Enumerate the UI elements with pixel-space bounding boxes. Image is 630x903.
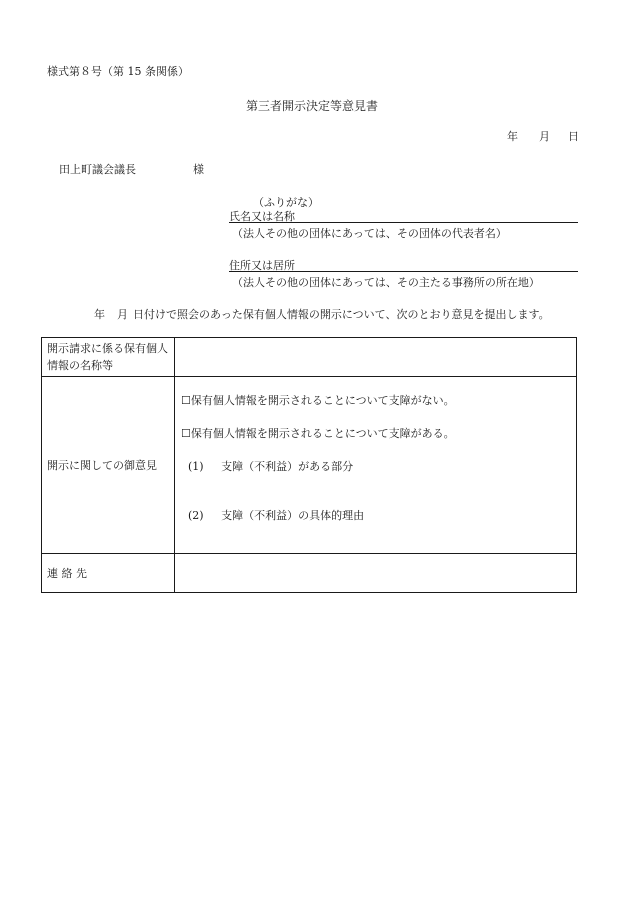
addressee-honorific: 様: [193, 163, 204, 176]
page-title: 第三者開示決定等意見書: [246, 99, 379, 113]
contact-label: 連 絡 先: [47, 566, 87, 580]
sub-item-1-text: 支障（不利益）がある部分: [221, 460, 354, 473]
name-label: 氏名又は名称: [229, 210, 295, 223]
request-name-value-cell: [175, 338, 577, 377]
date-day: 日: [568, 130, 579, 143]
address-field: [229, 257, 578, 272]
sub-item-2-number: (2): [188, 509, 204, 522]
option-no-issue: ☐保有個人情報を開示されることについて支障がない。: [181, 394, 455, 407]
table-row: [42, 377, 577, 554]
address-note: （法人その他の団体にあっては、その主たる事務所の所在地）: [232, 276, 540, 289]
sub-item-1: [188, 458, 353, 474]
contact-label-cell: [42, 554, 175, 593]
intro-text: 日付けで照会のあった保有個人情報の開示について、次のとおり意見を提出します。: [133, 308, 550, 321]
intro-month: 月: [117, 308, 128, 321]
addressee-name: 田上町議会議長: [59, 163, 136, 176]
request-name-label: 開示請求に係る保有個人情報の名称等: [47, 342, 168, 372]
opinion-label-cell: [42, 377, 175, 554]
sub-item-1-number: (1): [188, 460, 204, 473]
table-row: [42, 338, 577, 377]
opinion-value-cell: [175, 377, 577, 554]
sub-item-2: [188, 507, 364, 523]
date-month: 月: [539, 130, 550, 143]
option-has-issue: ☐保有個人情報を開示されることについて支障がある。: [181, 427, 455, 440]
intro-year: 年: [94, 308, 105, 321]
contact-value-cell: [175, 554, 577, 593]
name-note: （法人その他の団体にあっては、その団体の代表者名）: [232, 227, 507, 240]
date-year: 年: [507, 130, 518, 143]
furigana-label: （ふりがな）: [253, 196, 319, 209]
table-row: [42, 554, 577, 593]
opinion-label: 開示に関しての御意見: [47, 458, 157, 472]
name-field: [229, 208, 578, 223]
sub-item-2-text: 支障（不利益）の具体的理由: [221, 509, 365, 522]
opinion-table: [41, 337, 577, 593]
form-number: 様式第８号（第 15 条関係）: [47, 65, 189, 78]
address-label: 住所又は居所: [229, 259, 295, 272]
request-name-label-cell: [42, 338, 175, 377]
